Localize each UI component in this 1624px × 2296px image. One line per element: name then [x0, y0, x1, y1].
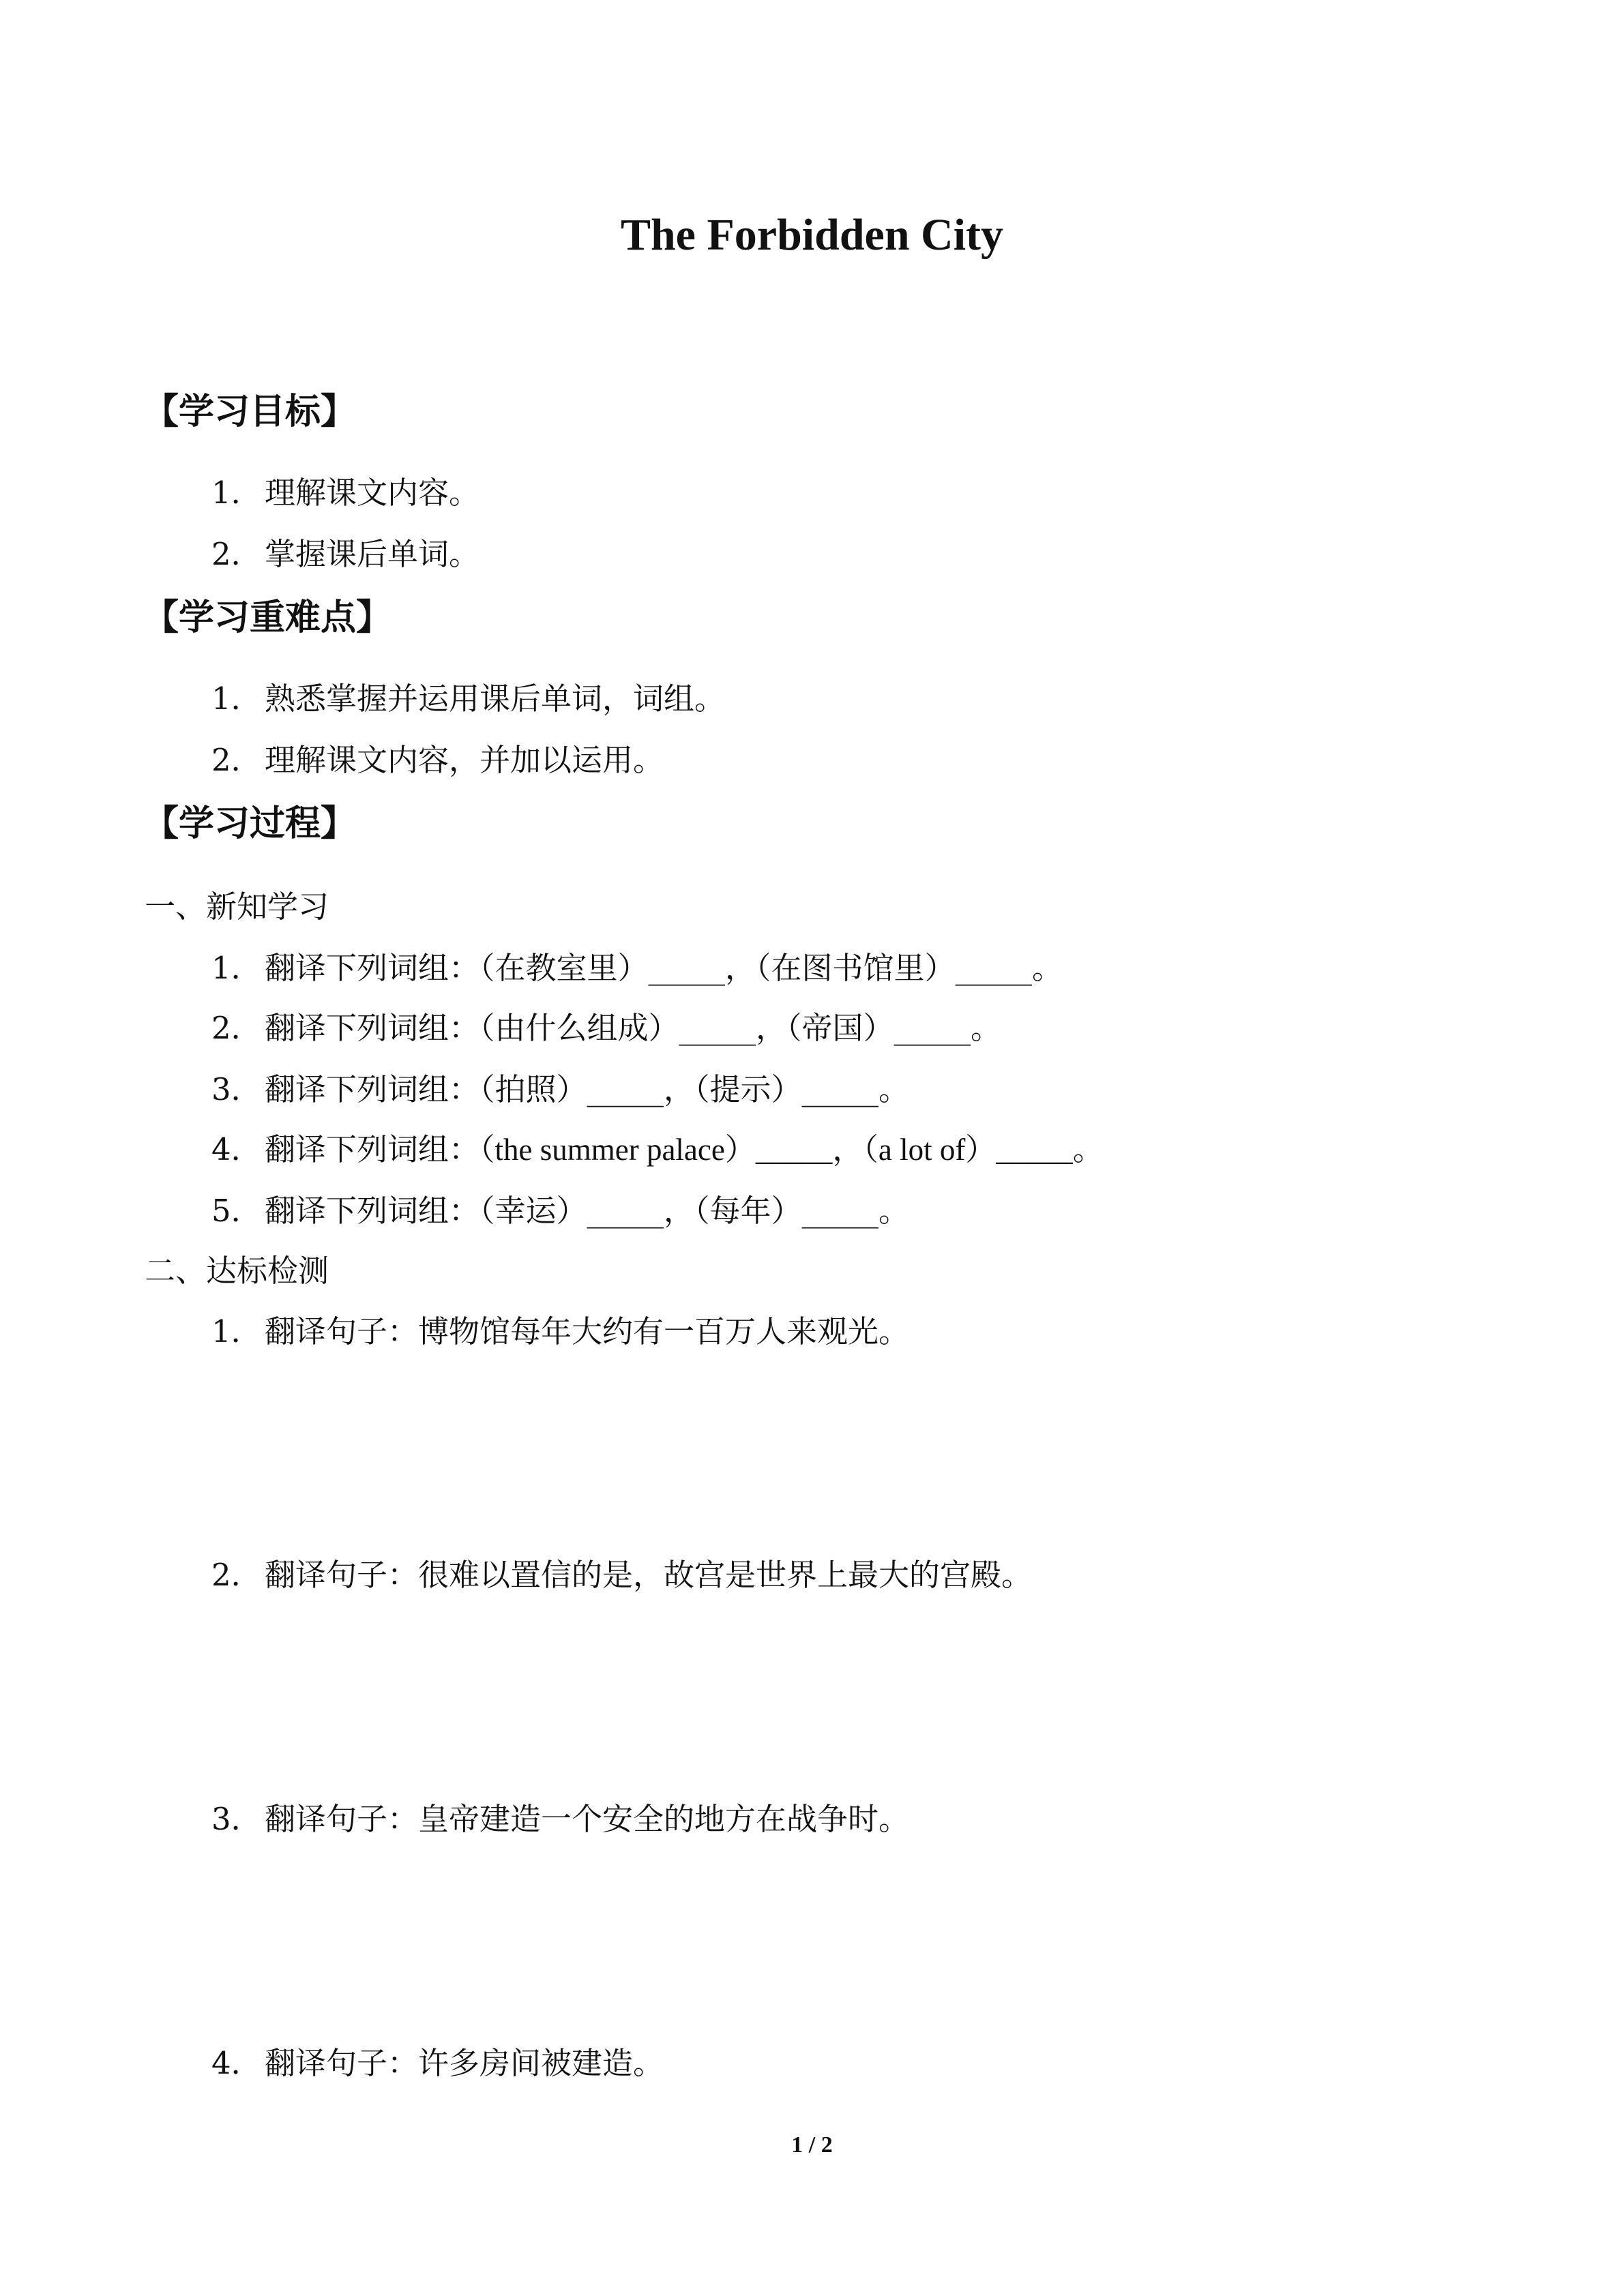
item-number: 1．: [211, 950, 262, 986]
item-text: 翻译下列词组：（在教室里）_____，（在图书馆里）_____。: [265, 950, 1063, 986]
document-title: The Forbidden City: [620, 210, 1004, 260]
item-text: 翻译句子：皇帝建造一个安全的地方在战争时。: [265, 1801, 910, 1837]
exercise-item: [211, 1131, 1104, 1167]
objective-item: [211, 536, 480, 572]
item-number: 3．: [211, 1801, 262, 1837]
item-number: 2．: [211, 536, 262, 572]
item-text: 理解课文内容，并加以运用。: [265, 742, 664, 778]
item-text: 理解课文内容。: [265, 475, 480, 511]
exercise-item: [211, 1010, 1002, 1046]
item-number: 1．: [211, 1313, 262, 1350]
key-point-item: [211, 742, 664, 778]
item-number: 1．: [211, 681, 262, 717]
item-text: 掌握课后单词。: [265, 536, 480, 572]
item-number: 1．: [211, 475, 262, 511]
exercise-item: [211, 950, 1063, 986]
objective-item: [211, 475, 480, 511]
page-number: 1 / 2: [791, 2132, 833, 2158]
item-number: 3．: [211, 1071, 262, 1107]
item-text: 熟悉掌握并运用课后单词，词组。: [265, 681, 726, 717]
objectives-heading: 【学习目标】: [143, 391, 357, 432]
item-number: 4．: [211, 2045, 262, 2081]
item-number: 2．: [211, 1557, 262, 1593]
process-heading: 【学习过程】: [143, 803, 357, 844]
item-number: 5．: [211, 1193, 262, 1229]
key-point-item: [211, 681, 726, 717]
item-text: 翻译句子：许多房间被建造。: [265, 2045, 664, 2081]
item-text: 翻译下列词组：（由什么组成）_____，（帝国）_____。: [265, 1010, 1002, 1046]
section-label-new-knowledge: 一、新知学习: [145, 889, 329, 925]
translation-item: [211, 1557, 1033, 1593]
item-text: 翻译下列词组：（幸运）_____，（每年）_____。: [265, 1193, 910, 1229]
exercise-item: [211, 1193, 910, 1229]
item-number: 4．: [211, 1131, 262, 1167]
key-points-heading: 【学习重难点】: [143, 597, 392, 638]
item-text: 翻译下列词组：（the summer palace）_____，（a lot of）_____。: [265, 1133, 1104, 1167]
item-text: 翻译句子：博物馆每年大约有一百万人来观光。: [265, 1313, 910, 1350]
translation-item: [211, 1801, 910, 1837]
exercise-item: [211, 1071, 910, 1107]
item-number: 2．: [211, 742, 262, 778]
translation-item: [211, 1313, 910, 1350]
translation-item: [211, 2045, 664, 2081]
item-text: 翻译下列词组：（拍照）_____，（提示）_____。: [265, 1071, 910, 1107]
item-number: 2．: [211, 1010, 262, 1046]
item-text: 翻译句子：很难以置信的是，故宫是世界上最大的宫殿。: [265, 1557, 1033, 1593]
section-label-assessment: 二、达标检测: [145, 1253, 329, 1289]
